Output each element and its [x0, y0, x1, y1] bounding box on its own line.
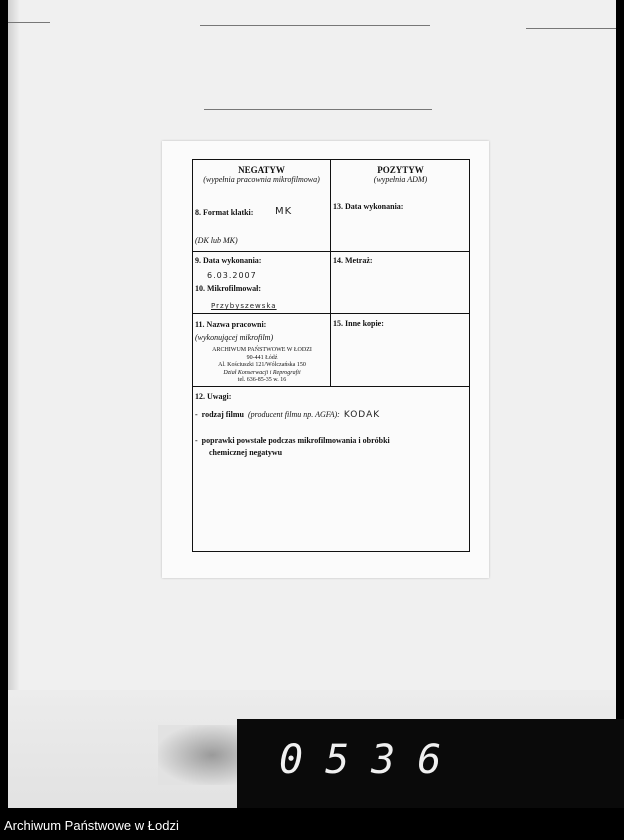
bullet1-hint: (producent filmu np. AGFA): — [247, 410, 340, 419]
field12-bullet1 — [195, 404, 380, 422]
frame-number: 0536 — [279, 737, 464, 783]
frame-mark — [526, 28, 616, 29]
bullet1-label: rodzaj filmu — [201, 410, 244, 419]
footer-text: Archiwum Państwowe w Łodzi — [4, 818, 179, 833]
bullet2-line2: chemicznej negatywu — [209, 448, 283, 457]
frame-shadow — [158, 725, 248, 785]
field14-label: 14. Metraż: — [333, 256, 373, 265]
frame-mark — [204, 109, 432, 110]
form-table — [192, 159, 470, 552]
column-divider — [330, 160, 331, 386]
field13-label: 13. Data wykonania: — [333, 202, 404, 211]
field8-label: 8. Format klatki: — [195, 208, 254, 217]
frame-mark — [8, 22, 50, 23]
pozytyw-header — [331, 165, 470, 184]
frame-counter — [237, 719, 624, 808]
stamp-line: 90-441 Łódź — [246, 354, 278, 361]
field12-label: 12. Uwagi: — [195, 392, 232, 401]
stamp-line: Al. Kościuszki 121/Wólczańska 150 — [218, 362, 306, 368]
microfilm-card — [162, 141, 489, 578]
pozytyw-title: POZYTYW — [377, 165, 424, 175]
bullet-dash: - — [195, 410, 202, 419]
field15-label: 15. Inne kopie: — [333, 319, 384, 328]
stamp-line: tel. 636-85-35 w. 16 — [237, 377, 287, 383]
field11-hint: (wykonującej mikrofilm) — [195, 333, 274, 342]
bullet-dash: - — [195, 436, 202, 445]
field9-value: 6.03.2007 — [207, 271, 257, 280]
bullet2-line1: poprawki powstałe podczas mikrofilmowania i obróbki — [201, 436, 390, 445]
field10-value: Przybyszewska — [211, 302, 277, 310]
film-frame — [8, 0, 616, 808]
row-divider — [193, 251, 469, 252]
institution-stamp — [201, 347, 323, 385]
field12-bullet2 — [195, 430, 390, 457]
negatyw-subtitle: (wypełnia pracownia mikrofilmowa) — [203, 175, 320, 184]
field8-hint: (DK lub MK) — [195, 236, 238, 245]
row-divider — [193, 386, 469, 387]
field8-value: MK — [275, 206, 293, 217]
row-divider — [193, 313, 469, 314]
footer-bar — [0, 808, 624, 840]
negatyw-title: NEGATYW — [238, 165, 285, 175]
field11-label: 11. Nazwa pracowni: — [195, 320, 267, 329]
frame-mark — [200, 25, 430, 26]
negatyw-header — [193, 165, 330, 184]
stamp-line: Dział Konserwacji i Reprografii — [223, 369, 301, 376]
frame-edge-shade — [8, 0, 20, 808]
pozytyw-subtitle: (wypełnia ADM) — [373, 175, 428, 184]
field10-label: 10. Mikrofilmował: — [195, 284, 262, 293]
stamp-line: ARCHIWUM PAŃSTWOWE W ŁODZI — [212, 347, 312, 353]
bullet1-value: KODAK — [343, 410, 381, 420]
field9-label: 9. Data wykonania: — [195, 256, 262, 265]
